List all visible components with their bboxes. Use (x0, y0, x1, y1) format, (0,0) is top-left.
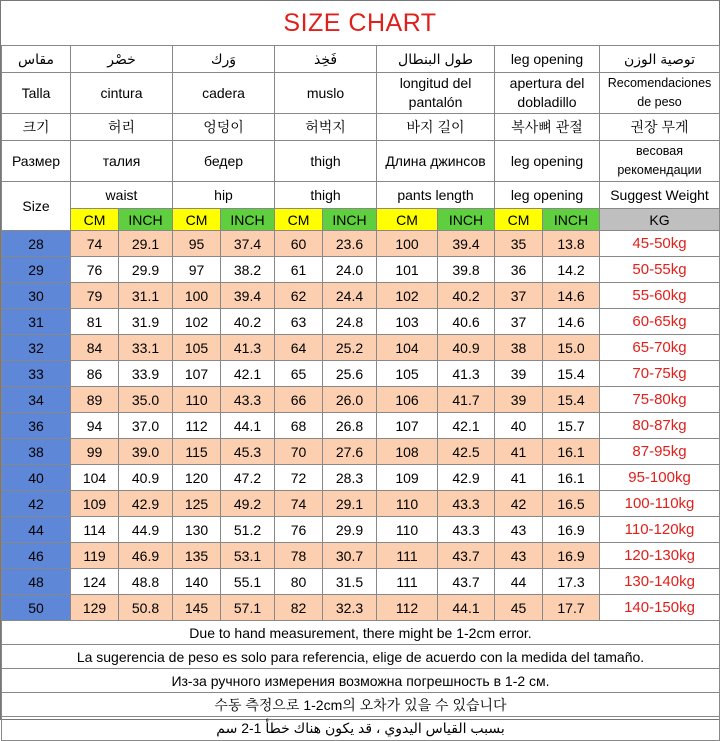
measurement-cell: 46.9 (119, 543, 173, 569)
weight-header-english: Suggest Weight (600, 182, 720, 209)
size-cell: 46 (2, 543, 71, 569)
weight-cell: 45-50kg (600, 231, 720, 257)
measurement-cell: 41 (495, 465, 543, 491)
measurement-cell: 78 (275, 543, 323, 569)
note-row (2, 717, 720, 741)
size-cell: 44 (2, 517, 71, 543)
weight-cell: 65-70kg (600, 335, 720, 361)
measurement-cell: 70 (275, 439, 323, 465)
measurement-cell: 29.9 (119, 257, 173, 283)
measurement-cell: 62 (275, 283, 323, 309)
measurement-cell: 145 (173, 595, 221, 621)
measurement-cell: 79 (71, 283, 119, 309)
measurement-cell: 40.9 (119, 465, 173, 491)
measurement-cell: 51.2 (221, 517, 275, 543)
measurement-cell: 68 (275, 413, 323, 439)
measurement-cell: 16.1 (543, 439, 600, 465)
measurement-cell: 105 (377, 361, 438, 387)
waist-header-english: waist (71, 182, 173, 209)
measurement-cell: 15.4 (543, 387, 600, 413)
measurement-cell: 102 (173, 309, 221, 335)
leg-opening-header-english: leg opening (495, 182, 600, 209)
size-row (2, 413, 720, 439)
unit-kg: KG (600, 209, 720, 231)
measurement-cell: 125 (173, 491, 221, 517)
measurement-note: La sugerencia de peso es solo para referencia, elige de acuerdo con la medida del tamaño. (2, 645, 720, 669)
measurement-cell: 42.5 (438, 439, 495, 465)
measurement-cell: 120 (173, 465, 221, 491)
size-cell: 29 (2, 257, 71, 283)
size-table-body (2, 46, 720, 741)
measurement-cell: 40.9 (438, 335, 495, 361)
weight-cell: 100-110kg (600, 491, 720, 517)
measurement-cell: 41.3 (438, 361, 495, 387)
hip-header-english: hip (173, 182, 275, 209)
size-cell: 28 (2, 231, 71, 257)
measurement-cell: 43.7 (438, 543, 495, 569)
measurement-cell: 43 (495, 543, 543, 569)
measurement-cell: 80 (275, 569, 323, 595)
unit-inch: INCH (543, 209, 600, 231)
unit-cm: CM (275, 209, 323, 231)
measurement-cell: 112 (377, 595, 438, 621)
hip-header-korean: 엉덩이 (173, 114, 275, 141)
measurement-cell: 100 (377, 231, 438, 257)
pants-length-header-russian: Длина джинсов (377, 141, 495, 182)
measurement-cell: 53.1 (221, 543, 275, 569)
measurement-cell: 82 (275, 595, 323, 621)
measurement-cell: 43.3 (438, 491, 495, 517)
leg-opening-header-spanish: apertura del dobladillo (495, 73, 600, 114)
waist-header-russian: талия (71, 141, 173, 182)
measurement-cell: 112 (173, 413, 221, 439)
measurement-cell: 41.3 (221, 335, 275, 361)
measurement-cell: 16.9 (543, 517, 600, 543)
measurement-cell: 42.1 (438, 413, 495, 439)
measurement-cell: 140 (173, 569, 221, 595)
measurement-cell: 23.6 (323, 231, 377, 257)
leg-opening-header-korean: 복사뼈 관절 (495, 114, 600, 141)
measurement-cell: 107 (377, 413, 438, 439)
measurement-cell: 38 (495, 335, 543, 361)
size-cell: 40 (2, 465, 71, 491)
measurement-cell: 29.9 (323, 517, 377, 543)
size-cell: 34 (2, 387, 71, 413)
size-row (2, 491, 720, 517)
measurement-cell: 35.0 (119, 387, 173, 413)
measurement-cell: 99 (71, 439, 119, 465)
measurement-cell: 101 (377, 257, 438, 283)
weight-cell: 75-80kg (600, 387, 720, 413)
measurement-cell: 89 (71, 387, 119, 413)
measurement-cell: 39.8 (438, 257, 495, 283)
pants-length-header-english: pants length (377, 182, 495, 209)
unit-inch: INCH (221, 209, 275, 231)
thigh-header-russian: thigh (275, 141, 377, 182)
measurement-cell: 107 (173, 361, 221, 387)
measurement-cell: 60 (275, 231, 323, 257)
measurement-cell: 104 (71, 465, 119, 491)
measurement-cell: 130 (173, 517, 221, 543)
measurement-cell: 106 (377, 387, 438, 413)
measurement-cell: 45 (495, 595, 543, 621)
measurement-cell: 17.3 (543, 569, 600, 595)
measurement-cell: 43.3 (438, 517, 495, 543)
size-row (2, 361, 720, 387)
measurement-cell: 49.2 (221, 491, 275, 517)
measurement-note: بسبب القياس اليدوي ، قد يكون هناك خطأ 1-2 سم (2, 717, 720, 741)
measurement-cell: 110 (173, 387, 221, 413)
unit-cm: CM (71, 209, 119, 231)
size-cell: 32 (2, 335, 71, 361)
measurement-cell: 110 (377, 517, 438, 543)
header-row-korean (2, 114, 720, 141)
measurement-cell: 50.8 (119, 595, 173, 621)
measurement-cell: 102 (377, 283, 438, 309)
measurement-cell: 37.0 (119, 413, 173, 439)
size-header-arabic: مقاس (2, 46, 71, 73)
measurement-cell: 108 (377, 439, 438, 465)
leg-opening-header-arabic: leg opening (495, 46, 600, 73)
thigh-header-spanish: muslo (275, 73, 377, 114)
measurement-cell: 43.3 (221, 387, 275, 413)
size-row (2, 465, 720, 491)
waist-header-arabic: خصْر (71, 46, 173, 73)
weight-cell: 87-95kg (600, 439, 720, 465)
size-cell: 33 (2, 361, 71, 387)
measurement-cell: 86 (71, 361, 119, 387)
measurement-cell: 27.6 (323, 439, 377, 465)
measurement-cell: 26.0 (323, 387, 377, 413)
measurement-cell: 13.8 (543, 231, 600, 257)
unit-inch: INCH (323, 209, 377, 231)
header-row-arabic (2, 46, 720, 73)
measurement-cell: 33.1 (119, 335, 173, 361)
measurement-cell: 110 (377, 491, 438, 517)
measurement-cell: 104 (377, 335, 438, 361)
size-cell: 50 (2, 595, 71, 621)
hip-header-spanish: cadera (173, 73, 275, 114)
measurement-cell: 40.2 (438, 283, 495, 309)
measurement-cell: 57.1 (221, 595, 275, 621)
note-row (2, 669, 720, 693)
size-row (2, 595, 720, 621)
measurement-cell: 24.0 (323, 257, 377, 283)
measurement-cell: 64 (275, 335, 323, 361)
measurement-cell: 15.4 (543, 361, 600, 387)
measurement-cell: 63 (275, 309, 323, 335)
measurement-cell: 24.4 (323, 283, 377, 309)
size-cell: 38 (2, 439, 71, 465)
measurement-cell: 97 (173, 257, 221, 283)
measurement-cell: 40.2 (221, 309, 275, 335)
measurement-cell: 44.1 (221, 413, 275, 439)
hip-header-arabic: وَرك (173, 46, 275, 73)
measurement-cell: 41.7 (438, 387, 495, 413)
measurement-cell: 17.7 (543, 595, 600, 621)
measurement-cell: 15.7 (543, 413, 600, 439)
measurement-cell: 103 (377, 309, 438, 335)
weight-header-spanish: Recomendaciones de peso (600, 73, 720, 114)
measurement-cell: 16.5 (543, 491, 600, 517)
measurement-cell: 66 (275, 387, 323, 413)
measurement-cell: 16.9 (543, 543, 600, 569)
size-cell: 30 (2, 283, 71, 309)
measurement-cell: 31.1 (119, 283, 173, 309)
header-row-english (2, 182, 720, 209)
measurement-cell: 47.2 (221, 465, 275, 491)
size-row (2, 543, 720, 569)
measurement-cell: 35 (495, 231, 543, 257)
size-cell: 31 (2, 309, 71, 335)
measurement-cell: 100 (173, 283, 221, 309)
measurement-cell: 65 (275, 361, 323, 387)
measurement-cell: 111 (377, 543, 438, 569)
size-table (1, 45, 720, 741)
measurement-cell: 115 (173, 439, 221, 465)
measurement-cell: 28.3 (323, 465, 377, 491)
measurement-cell: 81 (71, 309, 119, 335)
measurement-cell: 44.1 (438, 595, 495, 621)
measurement-cell: 135 (173, 543, 221, 569)
note-row (2, 621, 720, 645)
measurement-cell: 95 (173, 231, 221, 257)
unit-cm: CM (495, 209, 543, 231)
unit-inch: INCH (119, 209, 173, 231)
measurement-cell: 72 (275, 465, 323, 491)
measurement-cell: 39 (495, 361, 543, 387)
unit-row (2, 209, 720, 231)
measurement-cell: 39.4 (438, 231, 495, 257)
size-row (2, 309, 720, 335)
measurement-cell: 14.6 (543, 309, 600, 335)
size-header-english: Size (2, 182, 71, 231)
pants-length-header-spanish: longitud del pantalón (377, 73, 495, 114)
hip-header-russian: бедер (173, 141, 275, 182)
measurement-cell: 76 (71, 257, 119, 283)
measurement-cell: 29.1 (323, 491, 377, 517)
unit-cm: CM (173, 209, 221, 231)
measurement-cell: 15.0 (543, 335, 600, 361)
size-row (2, 517, 720, 543)
measurement-note: Due to hand measurement, there might be 1-2cm error. (2, 621, 720, 645)
weight-cell: 60-65kg (600, 309, 720, 335)
measurement-cell: 48.8 (119, 569, 173, 595)
measurement-cell: 42 (495, 491, 543, 517)
weight-cell: 95-100kg (600, 465, 720, 491)
measurement-cell: 36 (495, 257, 543, 283)
size-row (2, 335, 720, 361)
measurement-cell: 105 (173, 335, 221, 361)
measurement-cell: 29.1 (119, 231, 173, 257)
measurement-cell: 25.6 (323, 361, 377, 387)
weight-header-korean: 권장 무게 (600, 114, 720, 141)
size-cell: 48 (2, 569, 71, 595)
measurement-cell: 38.2 (221, 257, 275, 283)
measurement-cell: 114 (71, 517, 119, 543)
weight-cell: 140-150kg (600, 595, 720, 621)
measurement-cell: 30.7 (323, 543, 377, 569)
measurement-cell: 24.8 (323, 309, 377, 335)
thigh-header-english: thigh (275, 182, 377, 209)
measurement-cell: 33.9 (119, 361, 173, 387)
chart-title: SIZE CHART (1, 1, 719, 46)
size-row (2, 569, 720, 595)
weight-cell: 70-75kg (600, 361, 720, 387)
header-row-russian (2, 141, 720, 182)
size-cell: 36 (2, 413, 71, 439)
measurement-cell: 39.4 (221, 283, 275, 309)
measurement-cell: 16.1 (543, 465, 600, 491)
size-row (2, 231, 720, 257)
size-row (2, 387, 720, 413)
measurement-cell: 109 (377, 465, 438, 491)
measurement-cell: 31.9 (119, 309, 173, 335)
pants-length-header-arabic: طول البنطال (377, 46, 495, 73)
measurement-cell: 37 (495, 309, 543, 335)
measurement-cell: 111 (377, 569, 438, 595)
unit-inch: INCH (438, 209, 495, 231)
leg-opening-header-russian: leg opening (495, 141, 600, 182)
measurement-cell: 42.1 (221, 361, 275, 387)
weight-cell: 130-140kg (600, 569, 720, 595)
waist-header-spanish: cintura (71, 73, 173, 114)
measurement-note: 수동 측정으로 1-2cm의 오차가 있을 수 있습니다 (2, 693, 720, 717)
measurement-cell: 42.9 (438, 465, 495, 491)
measurement-cell: 32.3 (323, 595, 377, 621)
note-row (2, 645, 720, 669)
size-row (2, 283, 720, 309)
measurement-cell: 94 (71, 413, 119, 439)
measurement-cell: 55.1 (221, 569, 275, 595)
size-header-korean: 크기 (2, 114, 71, 141)
measurement-cell: 40.6 (438, 309, 495, 335)
waist-header-korean: 허리 (71, 114, 173, 141)
weight-cell: 80-87kg (600, 413, 720, 439)
measurement-cell: 39 (495, 387, 543, 413)
size-cell: 42 (2, 491, 71, 517)
weight-cell: 110-120kg (600, 517, 720, 543)
size-header-russian: Размер (2, 141, 71, 182)
measurement-cell: 31.5 (323, 569, 377, 595)
note-row (2, 693, 720, 717)
measurement-cell: 74 (71, 231, 119, 257)
measurement-cell: 61 (275, 257, 323, 283)
weight-cell: 50-55kg (600, 257, 720, 283)
weight-cell: 120-130kg (600, 543, 720, 569)
measurement-cell: 14.6 (543, 283, 600, 309)
size-row (2, 439, 720, 465)
measurement-cell: 109 (71, 491, 119, 517)
measurement-cell: 119 (71, 543, 119, 569)
weight-cell: 55-60kg (600, 283, 720, 309)
measurement-cell: 14.2 (543, 257, 600, 283)
measurement-cell: 44.9 (119, 517, 173, 543)
measurement-cell: 44 (495, 569, 543, 595)
measurement-cell: 43.7 (438, 569, 495, 595)
size-header-spanish: Talla (2, 73, 71, 114)
weight-header-arabic: توصية الوزن (600, 46, 720, 73)
measurement-note: Из-за ручного измерения возможна погрешность в 1-2 см. (2, 669, 720, 693)
thigh-header-korean: 허벅지 (275, 114, 377, 141)
measurement-cell: 84 (71, 335, 119, 361)
measurement-cell: 37.4 (221, 231, 275, 257)
size-row (2, 257, 720, 283)
pants-length-header-korean: 바지 길이 (377, 114, 495, 141)
measurement-cell: 76 (275, 517, 323, 543)
measurement-cell: 26.8 (323, 413, 377, 439)
measurement-cell: 25.2 (323, 335, 377, 361)
measurement-cell: 42.9 (119, 491, 173, 517)
measurement-cell: 124 (71, 569, 119, 595)
measurement-cell: 39.0 (119, 439, 173, 465)
header-row-spanish (2, 73, 720, 114)
measurement-cell: 37 (495, 283, 543, 309)
measurement-cell: 45.3 (221, 439, 275, 465)
measurement-cell: 74 (275, 491, 323, 517)
measurement-cell: 41 (495, 439, 543, 465)
measurement-cell: 43 (495, 517, 543, 543)
measurement-cell: 129 (71, 595, 119, 621)
unit-cm: CM (377, 209, 438, 231)
measurement-cell: 40 (495, 413, 543, 439)
thigh-header-arabic: فَخِذ (275, 46, 377, 73)
weight-header-russian: весовая рекомендации (600, 141, 720, 182)
